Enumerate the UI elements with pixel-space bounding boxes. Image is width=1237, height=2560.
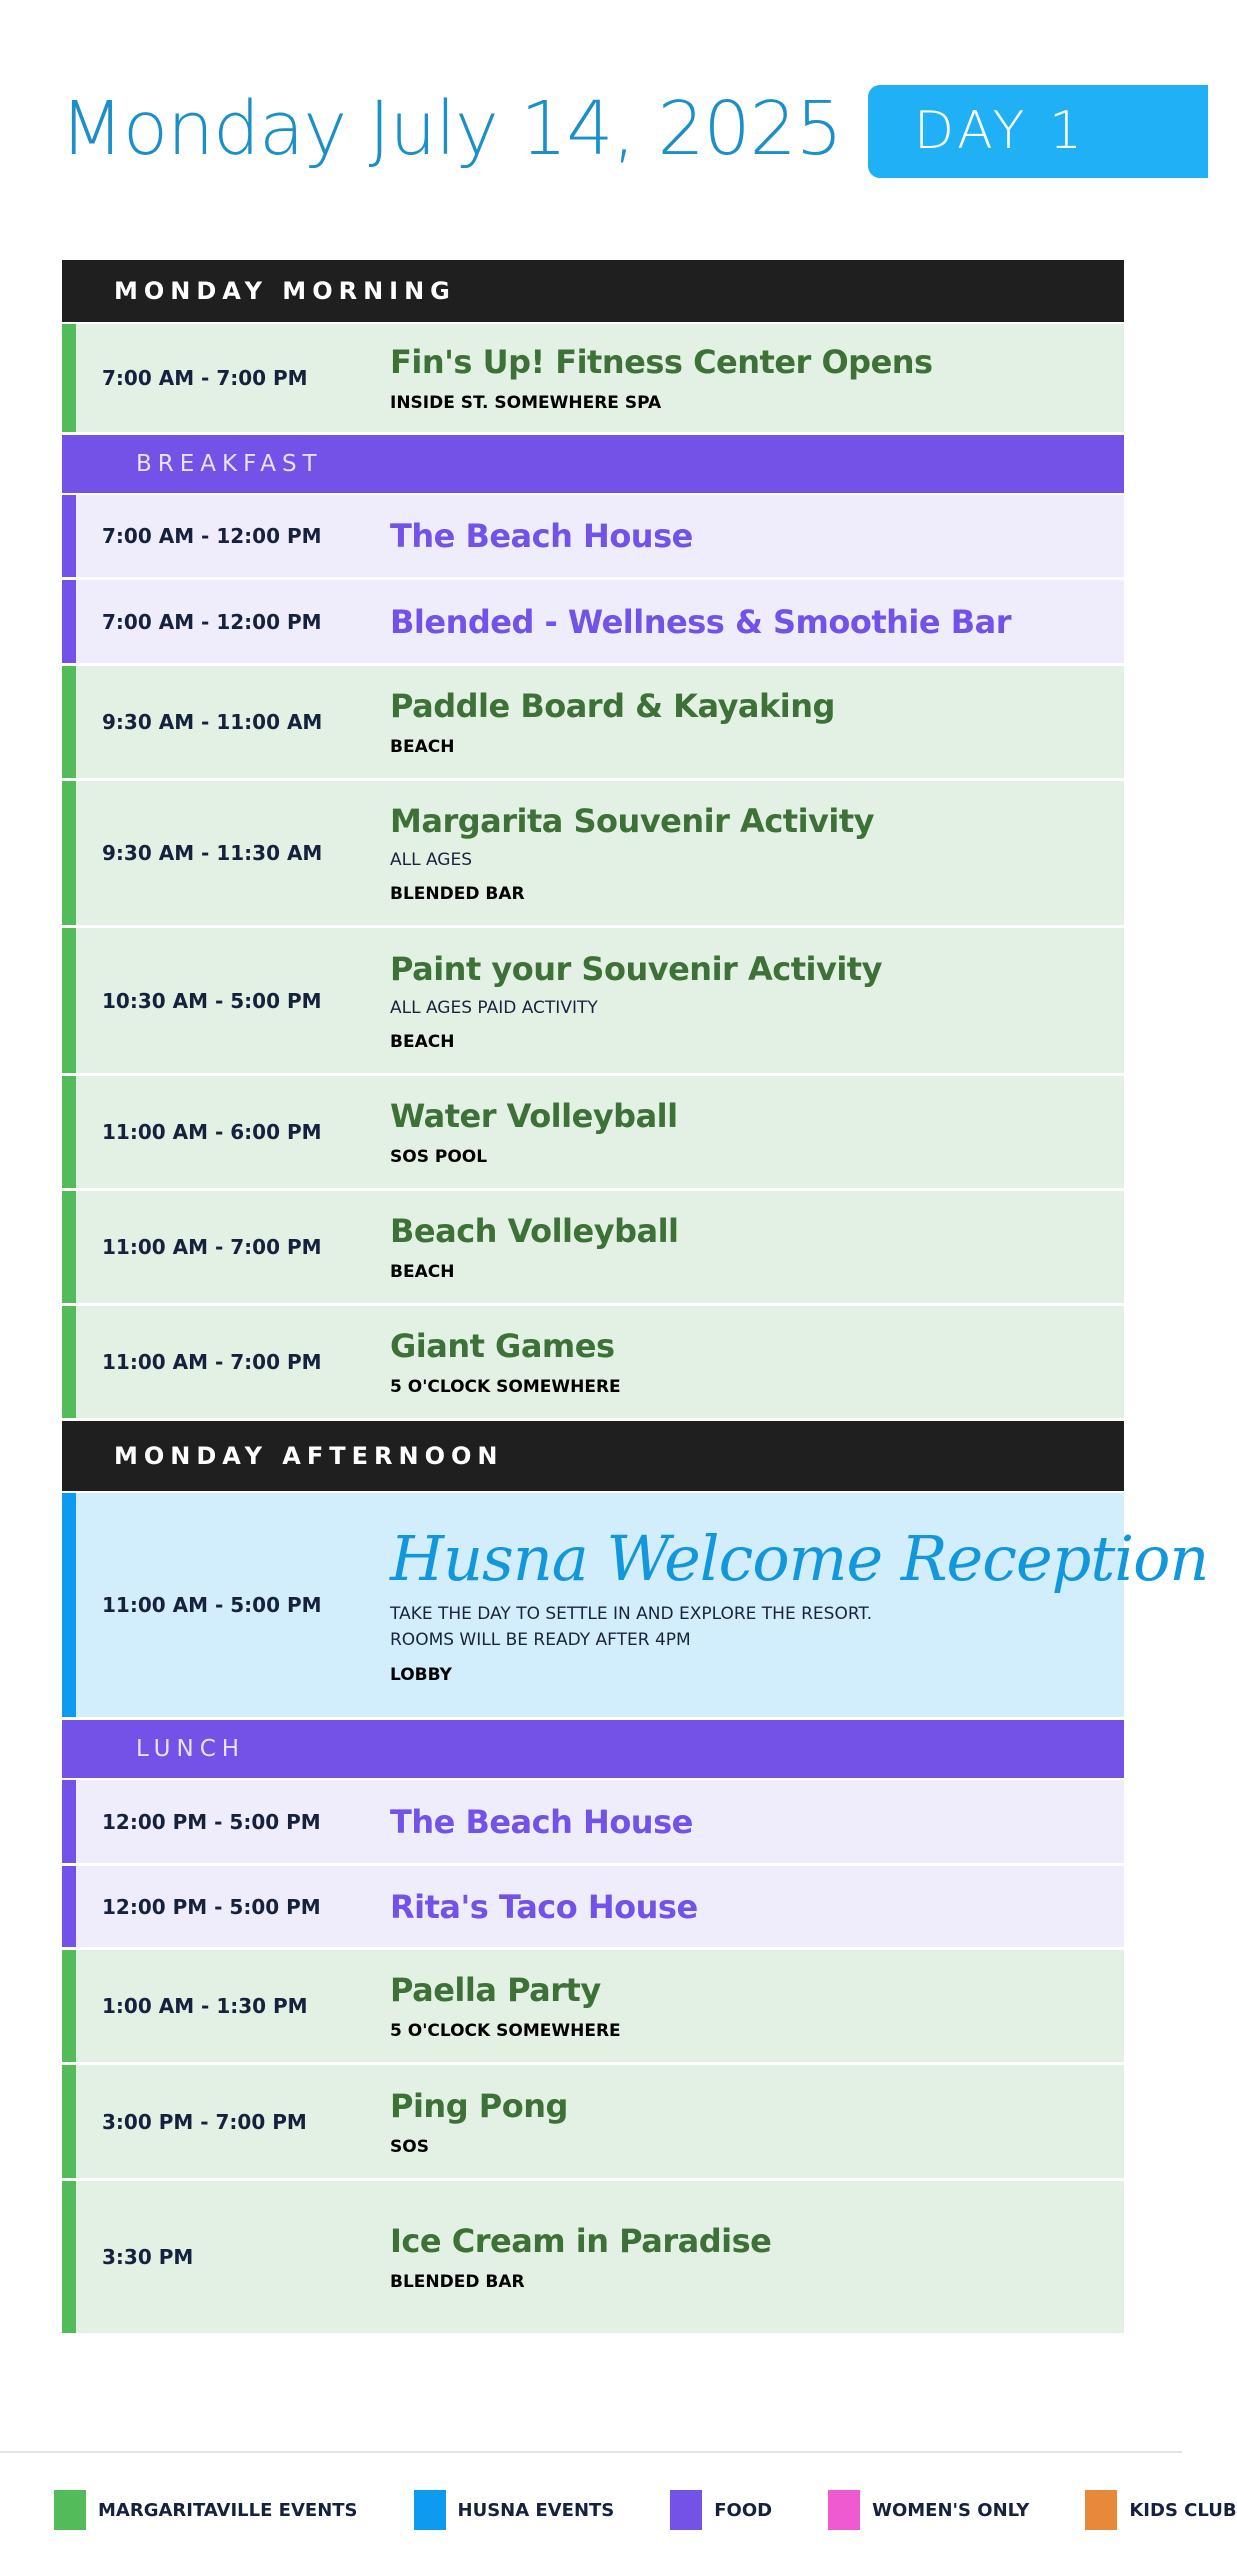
schedule xyxy=(62,260,1209,2333)
legend-swatch-blue xyxy=(414,2490,446,2530)
legend-item-food xyxy=(670,2490,772,2530)
event-time: 12:00 PM - 5:00 PM xyxy=(102,1809,321,1834)
event-title: The Beach House xyxy=(390,517,693,555)
event-location: BLENDED BAR xyxy=(390,884,525,904)
event-title: Margarita Souvenir Activity xyxy=(390,802,875,840)
event-title: Rita's Taco House xyxy=(390,1887,698,1926)
category-bar xyxy=(62,324,76,432)
event-time: 7:00 AM - 12:00 PM xyxy=(102,524,322,548)
category-bar xyxy=(62,1306,76,1418)
event-location: BLENDED BAR xyxy=(390,2272,525,2292)
category-bar xyxy=(62,495,76,577)
event-husna-welcome-reception[interactable] xyxy=(62,1493,1209,1720)
category-bar xyxy=(62,2065,76,2178)
legend-item-kids-club xyxy=(1085,2490,1236,2530)
event-time: 9:30 AM - 11:00 AM xyxy=(102,710,323,734)
event-title: The Beach House xyxy=(390,1802,693,1841)
event-paella-party[interactable] xyxy=(62,1950,1124,2065)
category-bar xyxy=(62,580,76,663)
event-time: 9:30 AM - 11:30 AM xyxy=(102,841,323,865)
event-title: Fin's Up! Fitness Center Opens xyxy=(390,343,933,381)
event-note: ALL AGES PAID ACTIVITY xyxy=(390,997,598,1018)
legend-label: KIDS CLUB xyxy=(1129,2499,1237,2521)
event-note: ALL AGES xyxy=(390,850,473,870)
legend-item-margaritaville xyxy=(54,2490,358,2530)
category-bar xyxy=(62,1866,76,1947)
event-title: Giant Games xyxy=(390,1327,615,1365)
event-beach-house-lunch[interactable] xyxy=(62,1780,1124,1866)
event-location: 5 O'CLOCK SOMEWHERE xyxy=(390,1377,621,1397)
event-blended-smoothie-bar[interactable] xyxy=(62,580,1124,666)
event-margarita-souvenir[interactable] xyxy=(62,781,1124,928)
event-title: Paella Party xyxy=(390,1971,601,2009)
event-ping-pong[interactable] xyxy=(62,2065,1124,2181)
section-header-morning: MONDAY MORNING xyxy=(62,260,1124,322)
page-title: Monday July 14, 2025 xyxy=(60,86,842,172)
event-location: 5 O'CLOCK SOMEWHERE xyxy=(390,2021,621,2041)
category-bar xyxy=(62,2181,76,2333)
event-fitness-center[interactable] xyxy=(62,324,1124,435)
event-time: 11:00 AM - 7:00 PM xyxy=(102,1235,322,1259)
legend-label: FOOD xyxy=(714,2499,773,2521)
event-description-line: TAKE THE DAY TO SETTLE IN AND EXPLORE THE RESORT. xyxy=(390,1604,873,1625)
category-bar xyxy=(62,1191,76,1303)
category-legend xyxy=(54,2490,1237,2530)
event-location: BEACH xyxy=(390,737,455,757)
event-time: 11:00 AM - 7:00 PM xyxy=(102,1350,322,1374)
event-title: Blended - Wellness & Smoothie Bar xyxy=(390,602,1011,641)
day-badge: DAY 1 xyxy=(868,85,1208,178)
legend-swatch-pink xyxy=(828,2490,860,2530)
category-bar xyxy=(62,1950,76,2062)
event-title: Husna Welcome Reception xyxy=(390,1521,1209,1595)
event-time: 10:30 AM - 5:00 PM xyxy=(102,988,322,1013)
event-time: 7:00 AM - 7:00 PM xyxy=(102,366,308,390)
meal-header-lunch: LUNCH xyxy=(62,1720,1124,1778)
event-paint-souvenir[interactable] xyxy=(62,928,1124,1076)
event-location: SOS POOL xyxy=(390,1147,488,1167)
event-time: 12:00 PM - 5:00 PM xyxy=(102,1894,321,1919)
event-location: LOBBY xyxy=(390,1665,452,1686)
legend-swatch-green xyxy=(54,2490,86,2530)
category-bar xyxy=(62,1076,76,1188)
event-title: Paddle Board & Kayaking xyxy=(390,687,835,725)
event-ice-cream[interactable] xyxy=(62,2181,1124,2333)
event-location: BEACH xyxy=(390,1262,455,1282)
legend-item-womens-only xyxy=(828,2490,1029,2530)
event-title: Beach Volleyball xyxy=(390,1212,679,1250)
event-location: BEACH xyxy=(390,1031,455,1052)
meal-header-breakfast: BREAKFAST xyxy=(62,435,1124,493)
event-time: 3:30 PM xyxy=(102,2245,194,2269)
event-time: 3:00 PM - 7:00 PM xyxy=(102,2109,307,2134)
event-title: Ping Pong xyxy=(390,2086,568,2125)
event-time: 1:00 AM - 1:30 PM xyxy=(102,1994,308,2018)
event-beach-house-breakfast[interactable] xyxy=(62,495,1124,580)
category-bar xyxy=(62,1780,76,1863)
event-title: Paint your Souvenir Activity xyxy=(390,949,882,988)
event-beach-volleyball[interactable] xyxy=(62,1191,1124,1306)
event-title: Ice Cream in Paradise xyxy=(390,2222,772,2260)
footer-divider xyxy=(0,2451,1182,2453)
event-giant-games[interactable] xyxy=(62,1306,1124,1421)
legend-swatch-orange xyxy=(1085,2490,1117,2530)
category-bar xyxy=(62,1493,76,1717)
event-time: 7:00 AM - 12:00 PM xyxy=(102,609,322,634)
event-location: INSIDE ST. SOMEWHERE SPA xyxy=(390,393,662,413)
event-description-line: ROOMS WILL BE READY AFTER 4PM xyxy=(390,1630,691,1651)
event-time: 11:00 AM - 5:00 PM xyxy=(102,1593,322,1617)
section-header-afternoon: MONDAY AFTERNOON xyxy=(62,1421,1124,1491)
event-time: 11:00 AM - 6:00 PM xyxy=(102,1120,322,1144)
event-ritas-taco-house[interactable] xyxy=(62,1866,1124,1950)
event-description xyxy=(390,1601,1208,1653)
legend-label: MARGARITAVILLE EVENTS xyxy=(98,2499,358,2521)
category-bar xyxy=(62,928,76,1073)
legend-swatch-purple xyxy=(670,2490,702,2530)
event-location: SOS xyxy=(390,2136,429,2157)
category-bar xyxy=(62,666,76,778)
legend-item-husna xyxy=(414,2490,615,2530)
legend-label: HUSNA EVENTS xyxy=(457,2499,615,2521)
event-water-volleyball[interactable] xyxy=(62,1076,1124,1191)
event-paddle-board[interactable] xyxy=(62,666,1124,781)
category-bar xyxy=(62,781,76,925)
legend-label: WOMEN'S ONLY xyxy=(872,2499,1030,2521)
event-title: Water Volleyball xyxy=(390,1097,678,1135)
